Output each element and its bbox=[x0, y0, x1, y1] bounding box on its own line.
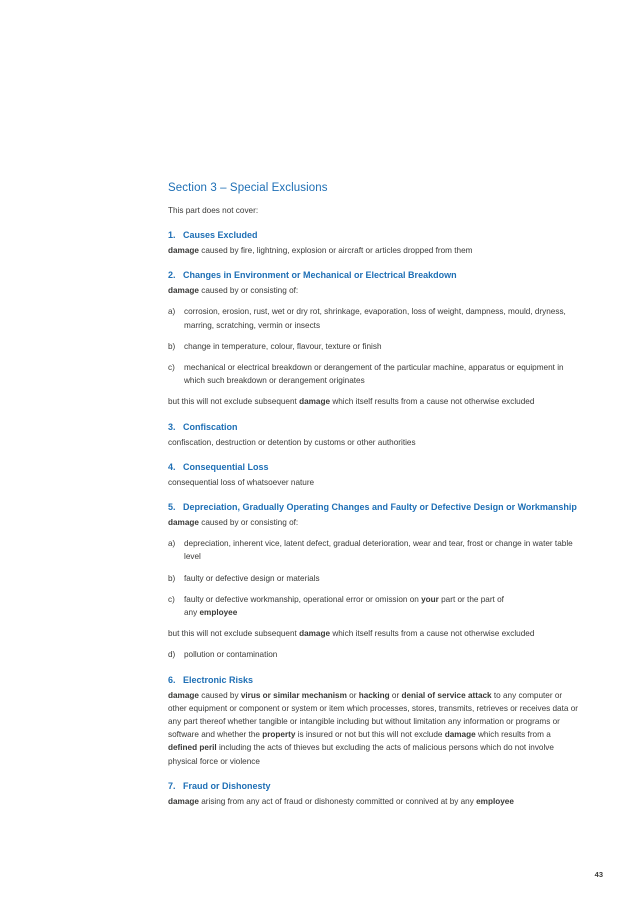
page-title: Section 3 – Special Exclusions bbox=[168, 182, 328, 194]
page-number: 43 bbox=[594, 870, 603, 879]
text-run: change in temperature, colour, flavour, texture or finish bbox=[184, 341, 382, 351]
list-marker: b) bbox=[168, 573, 176, 583]
section-heading bbox=[168, 230, 580, 240]
section-title: Changes in Environment or Mechanical or Electrical Breakdown bbox=[183, 270, 457, 281]
text-run: which results from a bbox=[475, 730, 551, 740]
paragraph bbox=[168, 516, 580, 529]
paragraph bbox=[168, 284, 580, 297]
section-title: Depreciation, Gradually Operating Changes and Faulty or Defective Design or Workmanship bbox=[183, 502, 577, 513]
text-run: which itself results from a cause not otherwise excluded bbox=[330, 629, 535, 639]
bold-term: employee bbox=[476, 796, 514, 806]
bold-term: damage bbox=[168, 690, 199, 700]
section-heading bbox=[168, 675, 580, 685]
bold-term: damage bbox=[444, 730, 476, 740]
text-run: caused by fire, lightning, explosion or aircraft or articles dropped from them bbox=[198, 246, 473, 255]
section-heading bbox=[168, 462, 580, 472]
paragraph bbox=[168, 244, 580, 257]
bold-term: hacking bbox=[358, 690, 390, 700]
text-run: confiscation, destruction or detention by customs or other authorities bbox=[168, 437, 416, 447]
text-run: caused by bbox=[198, 690, 241, 700]
section-title: Causes Excluded bbox=[183, 230, 258, 240]
bold-term: damage bbox=[168, 246, 199, 255]
section-number: 6. bbox=[168, 674, 176, 685]
section-title: Electronic Risks bbox=[183, 674, 254, 685]
list-text bbox=[184, 539, 573, 561]
list-text bbox=[184, 307, 566, 329]
text-run: to any computer or other equipment or component or system or item which processes, stores, transmits, retrieves or receives data or any part thereof whether tangible or intangible including but without limitation any information or programs or software and whether the bbox=[168, 690, 578, 740]
section-number: 1. bbox=[168, 230, 176, 240]
text-run: or bbox=[346, 690, 359, 700]
section-heading bbox=[168, 781, 580, 791]
exclusion-section bbox=[168, 675, 580, 768]
section-number: 5. bbox=[168, 502, 176, 513]
paragraph bbox=[168, 689, 580, 768]
paragraph bbox=[168, 476, 580, 489]
bold-term: damage bbox=[299, 397, 331, 407]
bold-term: denial of service attack bbox=[401, 690, 492, 700]
bold-term: virus or similar mechanism bbox=[240, 690, 347, 700]
text-run: consequential loss of whatsoever nature bbox=[168, 477, 315, 487]
list-item bbox=[168, 537, 580, 563]
section-number: 2. bbox=[168, 270, 176, 281]
section-title: Confiscation bbox=[183, 421, 238, 432]
list-text bbox=[184, 342, 382, 351]
list-marker: b) bbox=[168, 341, 176, 351]
exclusion-section bbox=[168, 422, 580, 449]
exclusion-section bbox=[168, 502, 580, 662]
text-run: pollution or contamination bbox=[184, 650, 278, 660]
section-heading bbox=[168, 502, 580, 512]
bold-term: damage bbox=[168, 518, 199, 528]
exclusion-section bbox=[168, 270, 580, 408]
list-text bbox=[184, 650, 277, 659]
text-run: any bbox=[184, 608, 200, 618]
list-text bbox=[184, 574, 320, 583]
text-run: caused by or consisting of: bbox=[198, 286, 299, 296]
text-run: faulty or defective workmanship, operational error or omission on bbox=[184, 594, 422, 604]
page-content bbox=[168, 181, 580, 808]
paragraph bbox=[168, 627, 580, 640]
text-run: mechanical or electrical breakdown or derangement of the particular machine, apparatus or equipment in which such breakdown or derangement originates bbox=[184, 363, 564, 386]
list-item bbox=[168, 648, 580, 661]
exclusion-section bbox=[168, 781, 580, 808]
section-number: 4. bbox=[168, 461, 176, 472]
section-heading bbox=[168, 270, 580, 280]
list-item bbox=[168, 305, 580, 331]
bold-term: damage bbox=[168, 286, 199, 296]
list-marker: c) bbox=[168, 594, 175, 604]
paragraph bbox=[168, 395, 580, 408]
text-run: part or the part of bbox=[438, 594, 504, 604]
list-marker: a) bbox=[168, 539, 176, 549]
exclusion-section bbox=[168, 462, 580, 489]
section-heading bbox=[168, 422, 580, 432]
bold-term: damage bbox=[299, 629, 331, 639]
text-run: faulty or defective design or materials bbox=[184, 573, 320, 583]
section-number: 7. bbox=[168, 780, 176, 791]
bold-term: defined peril bbox=[168, 743, 217, 753]
section-title: Fraud or Dishonesty bbox=[183, 780, 271, 791]
text-run: is insured or not but this will not exclude bbox=[295, 730, 445, 740]
bold-term: damage bbox=[168, 796, 199, 806]
list-marker: a) bbox=[168, 307, 176, 317]
exclusion-section bbox=[168, 230, 580, 257]
paragraph bbox=[168, 795, 580, 808]
text-run: or bbox=[389, 690, 402, 700]
list-item bbox=[168, 572, 580, 585]
text-run: caused by or consisting of: bbox=[198, 518, 299, 528]
text-run: arising from any act of fraud or dishonesty committed or connived at by any bbox=[198, 796, 477, 806]
list-item bbox=[168, 593, 580, 619]
text-run: depreciation, inherent vice, latent defect, gradual deterioration, wear and tear, frost or change in water table level bbox=[184, 539, 573, 562]
list-item bbox=[168, 340, 580, 353]
section-title: Consequential Loss bbox=[183, 461, 269, 472]
text-run: but this will not exclude subsequent bbox=[168, 629, 300, 639]
section-number: 3. bbox=[168, 421, 176, 432]
text-run: including the acts of thieves but excluding the acts of malicious persons which do not involve physical force or violence bbox=[168, 743, 554, 766]
text-run: corrosion, erosion, rust, wet or dry rot, shrinkage, evaporation, loss of weight, dampness, mould, dryness, marring, scratching, vermin or insects bbox=[184, 307, 566, 330]
sections-list bbox=[168, 230, 580, 808]
text-run: but this will not exclude subsequent bbox=[168, 397, 300, 407]
bold-term: property bbox=[262, 730, 296, 740]
list-item bbox=[168, 361, 580, 387]
list-text bbox=[184, 595, 504, 617]
text-run: which itself results from a cause not otherwise excluded bbox=[330, 397, 535, 407]
bold-term: your bbox=[421, 594, 439, 604]
paragraph bbox=[168, 436, 580, 449]
intro-text: This part does not cover: bbox=[168, 206, 259, 215]
list-text bbox=[184, 363, 564, 385]
list-marker: d) bbox=[168, 650, 176, 660]
list-marker: c) bbox=[168, 363, 175, 373]
bold-term: employee bbox=[199, 608, 238, 618]
